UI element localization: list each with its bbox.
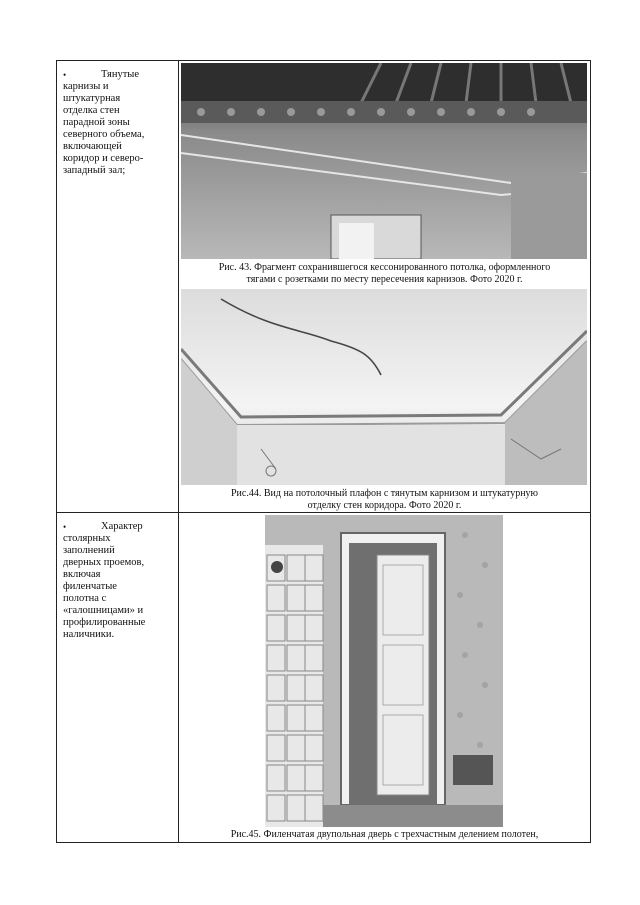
figure-photo-door (265, 515, 503, 827)
figure-caption: Рис.45. Филенчатая двупольная дверь с трехчастным делением полотен, (230, 829, 539, 840)
figure-caption: Рис.44. Вид на потолочный плафон с тянутым карнизом и штукатурную отделку стен коридора. Фото 2020 г. (230, 488, 539, 511)
description-line: столярных (63, 533, 111, 544)
description-line: Тянутые (101, 69, 140, 80)
description-line: наличники. (63, 629, 115, 640)
description-line: западный зал; (63, 165, 126, 176)
description-line: Характер (101, 521, 143, 532)
description-line: штукатурная (63, 93, 121, 104)
table-row (57, 61, 590, 513)
document-table (56, 60, 591, 843)
description-line: включая (63, 569, 101, 580)
description-line: филенчатые (63, 581, 117, 592)
figure-caption: Рис. 43. Фрагмент сохранившегося кессонированного потолка, оформленного тягами с розетками по месту пересечения карнизов. Фото 2020 г. (218, 262, 551, 285)
figures-cell (179, 513, 590, 843)
figure-photo-corridor (181, 289, 587, 485)
bullet: • (63, 522, 67, 532)
description-line: полотна с (63, 593, 107, 604)
description-line: дверных проемов, (63, 557, 145, 568)
description-line: карнизы и (63, 81, 109, 92)
description-line: северного объема, (63, 129, 145, 140)
figure-photo-ceiling (181, 63, 587, 259)
figures-cell (179, 61, 590, 512)
bullet: • (63, 70, 67, 80)
description-line: коридор и северо- (63, 153, 144, 164)
description-line: «галошницами» и (63, 605, 144, 616)
description-line: включающей (63, 141, 122, 152)
description-line: парадной зоны (63, 117, 130, 128)
description-line: профилированные (63, 617, 146, 628)
description-line: отделка стен (63, 105, 120, 116)
table-row (57, 513, 590, 843)
description-cell (57, 513, 179, 843)
description-cell (57, 61, 179, 512)
description-line: заполнений (63, 545, 115, 556)
